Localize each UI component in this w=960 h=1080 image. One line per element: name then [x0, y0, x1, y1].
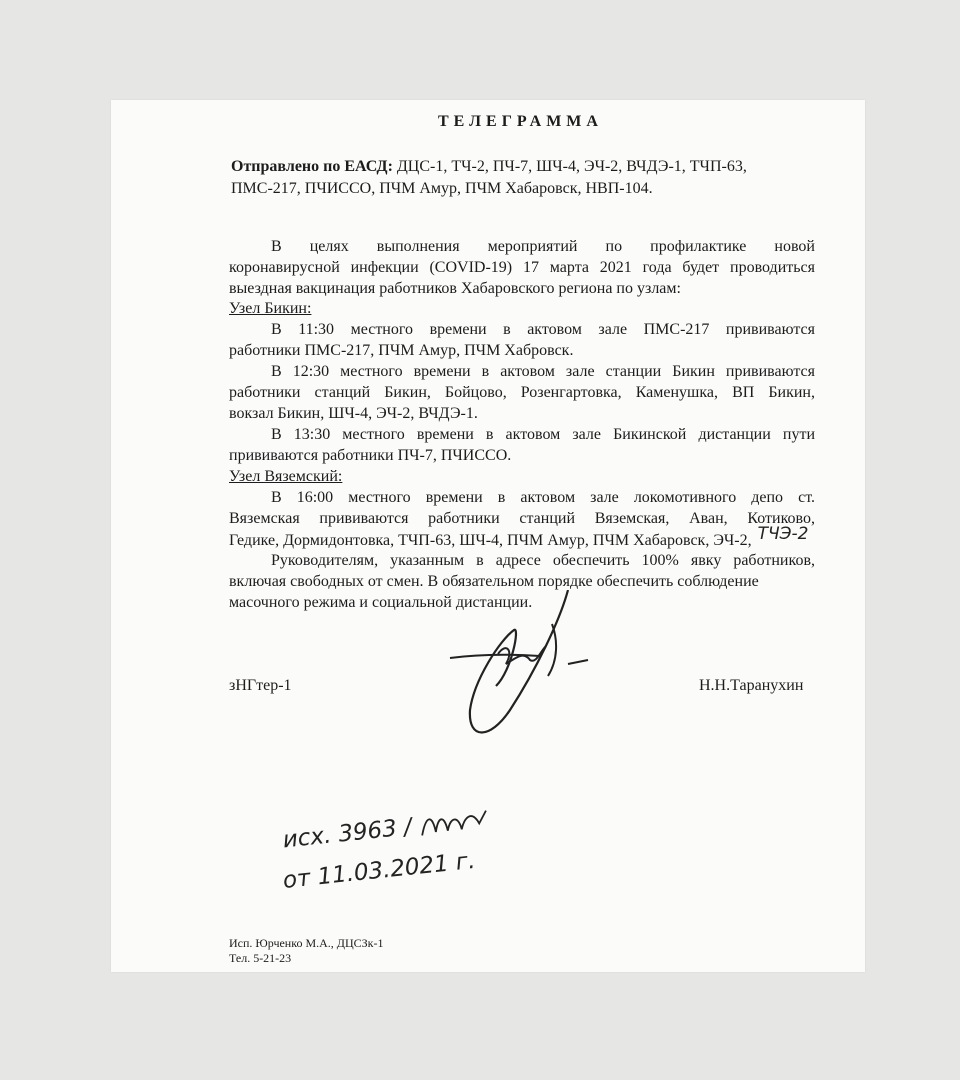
intro-line-3: выездная вакцинация работников Хабаровского региона по узлам: [229, 280, 681, 297]
node-vyazemsky-p1-line-2: Вяземская прививаются работники станций Вяземская, Аван, Котиково, [229, 510, 815, 527]
node-bikin-heading: Узел Бикин: [229, 300, 312, 317]
intro-line-1: В целях выполнения мероприятий по профилактике новой [271, 238, 815, 255]
recipients-line-1 [231, 157, 807, 177]
handwritten-registration-number-text: исх. 3963 / [281, 814, 414, 854]
node-bikin-p3-line-2: прививаются работники ПЧ-7, ПЧИССО. [229, 447, 512, 464]
node-bikin-p2-line-1: В 12:30 местного времени в актовом зале станции Бикин прививаются [271, 363, 815, 380]
closing-line-2: включая свободных от смен. В обязательном порядке обеспечить соблюдение [229, 573, 759, 590]
closing-line-3: масочного режима и социальной дистанции. [229, 594, 533, 611]
node-bikin-p1-line-2: работники ПМС-217, ПЧМ Амур, ПЧМ Хабровск. [229, 342, 574, 359]
closing-line-1: Руководителям, указанным в адресе обеспечить 100% явку работников, [271, 552, 815, 569]
executor-phone: Тел. 5-21-23 [229, 951, 292, 965]
signature-drawing [440, 590, 610, 750]
node-bikin-p3-line-1: В 13:30 местного времени в актовом зале Бикинской дистанции пути [271, 426, 815, 443]
node-vyazemsky-p1-line-3-text: Гедике, Дормидонтовка, ТЧП-63, ШЧ-4, ПЧМ Амур, ПЧМ Хабаровск, ЭЧ-2, [229, 532, 752, 549]
node-vyazemsky-heading: Узел Вяземский: [229, 468, 343, 485]
handwritten-registration-date: от 11.03.2021 г. [281, 847, 477, 894]
recipients-list-1: ДЦС-1, ТЧ-2, ПЧ-7, ШЧ-4, ЭЧ-2, ВЧДЭ-1, ТЧП-63, [396, 158, 747, 175]
recipients-label: Отправлено по ЕАСД: [231, 158, 393, 175]
executor-line: Исп. Юрченко М.А., ДЦСЗк-1 [229, 936, 384, 950]
intro-line-2: коронавирусной инфекции (COVID-19) 17 марта 2021 года будет проводиться [229, 259, 815, 276]
node-bikin-p2-line-2: работники станций Бикин, Бойцово, Розенгартовка, Каменушка, ВП Бикин, [229, 384, 815, 401]
sender-code: зНГтер-1 [229, 677, 292, 694]
signatory-name: Н.Н.Таранухин [699, 677, 804, 694]
node-bikin-p1-line-1: В 11:30 местного времени в актовом зале ПМС-217 прививаются [271, 321, 815, 338]
recipients-line-2: ПМС-217, ПЧИССО, ПЧМ Амур, ПЧМ Хабаровск, НВП-104. [231, 180, 653, 197]
node-vyazemsky-p1-line-3 [229, 524, 809, 551]
node-vyazemsky-p1-line-1: В 16:00 местного времени в актовом зале локомотивного депо ст. [271, 489, 815, 506]
document-title: ТЕЛЕГРАММА [438, 113, 603, 130]
node-bikin-p2-line-3: вокзал Бикин, ШЧ-4, ЭЧ-2, ВЧДЭ-1. [229, 405, 478, 422]
handwritten-insertion: ТЧЭ-2 [757, 524, 809, 544]
